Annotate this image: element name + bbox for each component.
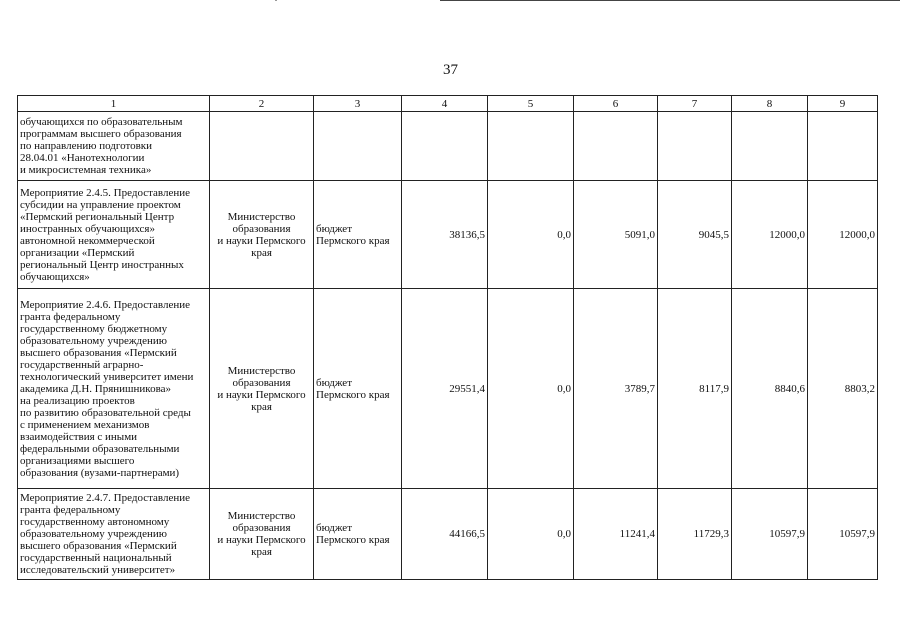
executor-cell-line: края <box>251 246 272 259</box>
executor-cell-line: Министерство <box>227 510 296 522</box>
activity-description-line: Мероприятие 2.4.7. Предоставление <box>20 492 191 504</box>
value-cell: 11241,4 <box>574 489 658 580</box>
value-cell <box>488 112 574 181</box>
activity-description-line: образования (вузами-партнерами) <box>20 466 180 479</box>
value-cell: 0,0 <box>488 181 574 289</box>
activity-description-line: высшего образования «Пермский <box>20 346 177 359</box>
funding-source-cell <box>314 289 402 489</box>
value-cell: 3789,7 <box>574 289 658 489</box>
executor-cell-line: Министерство <box>227 210 296 223</box>
activity-description-line: обучающихся по образовательным <box>20 116 183 128</box>
activity-description-line: технологический университет имени <box>20 370 194 383</box>
activity-description-line: программам высшего образования <box>20 128 182 140</box>
executor-cell-line: края <box>251 546 272 558</box>
executor-cell-line: Министерство <box>227 364 296 377</box>
value-cell: 5091,0 <box>574 181 658 289</box>
activity-description-line: образовательному учреждению <box>20 528 167 540</box>
activity-description-line: государственному автономному <box>20 516 170 528</box>
scan-top-edge-line <box>440 0 900 1</box>
activity-description-line: автономной некоммерческой <box>20 234 155 247</box>
value-cell <box>732 112 808 181</box>
value-cell: 44166,5 <box>402 489 488 580</box>
executor-cell-line: и науки Пермского <box>217 534 306 546</box>
activity-description-line: по развитию образовательной среды <box>20 406 191 419</box>
funding-source-cell <box>314 112 402 181</box>
executor-cell-line: и науки Пермского <box>217 234 306 247</box>
activity-description <box>18 181 210 289</box>
activity-description <box>18 112 210 181</box>
column-header: 4 <box>402 96 488 112</box>
activity-description-line: иностранных обучающихся» <box>20 222 155 235</box>
value-cell: 9045,5 <box>658 181 732 289</box>
funding-source-cell-line: бюджет <box>316 222 352 235</box>
activity-description-line: обучающихся» <box>20 270 90 283</box>
executor-cell-line: и науки Пермского <box>217 388 306 401</box>
column-header: 8 <box>732 96 808 112</box>
activity-description-line: на реализацию проектов <box>20 394 135 407</box>
column-header: 1 <box>18 96 210 112</box>
activity-description <box>18 289 210 489</box>
table-row <box>18 112 878 181</box>
executor-cell-line: образования <box>232 522 291 534</box>
value-cell: 12000,0 <box>732 181 808 289</box>
activity-description-line: региональный Центр иностранных <box>20 258 184 271</box>
value-cell: 12000,0 <box>808 181 878 289</box>
executor-cell-line: края <box>251 400 272 413</box>
funding-source-cell <box>314 181 402 289</box>
funding-source-cell <box>314 489 402 580</box>
value-cell: 0,0 <box>488 289 574 489</box>
budget-table <box>17 95 878 580</box>
value-cell: 8803,2 <box>808 289 878 489</box>
value-cell: 11729,3 <box>658 489 732 580</box>
value-cell <box>808 112 878 181</box>
activity-description-line: взаимодействия с иными <box>20 430 138 443</box>
executor-cell <box>210 289 314 489</box>
funding-source-cell-line: бюджет <box>316 522 352 534</box>
activity-description-line: государственный аграрно- <box>20 358 144 371</box>
funding-source-cell-line: бюджет <box>316 376 352 389</box>
column-header: 9 <box>808 96 878 112</box>
funding-source-cell-line: Пермского края <box>316 534 390 546</box>
table-row <box>18 181 878 289</box>
activity-description-line: Мероприятие 2.4.5. Предоставление <box>20 186 191 199</box>
executor-cell-line: образования <box>232 222 291 235</box>
activity-description-line: исследовательский университет» <box>20 564 176 576</box>
activity-description-line: высшего образования «Пермский <box>20 540 177 552</box>
column-header: 5 <box>488 96 574 112</box>
value-cell: 10597,9 <box>732 489 808 580</box>
table-header-row <box>18 96 878 112</box>
executor-cell <box>210 489 314 580</box>
value-cell: 10597,9 <box>808 489 878 580</box>
page-number: 37 <box>443 62 458 78</box>
activity-description-line: с применением механизмов <box>20 418 150 431</box>
value-cell <box>574 112 658 181</box>
funding-source-cell-line: Пермского края <box>316 234 390 247</box>
value-cell: 29551,4 <box>402 289 488 489</box>
value-cell <box>402 112 488 181</box>
activity-description-line: гранта федеральному <box>20 310 121 323</box>
activity-description-line: и микросистемная техника» <box>20 164 152 176</box>
activity-description-line: гранта федеральному <box>20 504 121 516</box>
executor-cell <box>210 181 314 289</box>
activity-description-line: академика Д.Н. Прянишникова» <box>20 382 172 395</box>
value-cell: 8117,9 <box>658 289 732 489</box>
executor-cell <box>210 112 314 181</box>
activity-description-line: субсидии на управление проектом <box>20 198 181 211</box>
column-header: 7 <box>658 96 732 112</box>
activity-description-line: организациями высшего <box>20 454 135 467</box>
funding-source-cell-line: Пермского края <box>316 388 390 401</box>
column-header: 6 <box>574 96 658 112</box>
activity-description-line: по направлению подготовки <box>20 140 153 152</box>
activity-description-line: Мероприятие 2.4.6. Предоставление <box>20 298 191 311</box>
value-cell: 38136,5 <box>402 181 488 289</box>
value-cell: 0,0 <box>488 489 574 580</box>
column-header: 3 <box>314 96 402 112</box>
value-cell: 8840,6 <box>732 289 808 489</box>
activity-description-line: федеральными образовательными <box>20 442 180 455</box>
table-row <box>18 489 878 580</box>
column-header: 2 <box>210 96 314 112</box>
activity-description-line: 28.04.01 «Нанотехнологии <box>20 152 145 164</box>
activity-description <box>18 489 210 580</box>
scan-mark <box>275 0 277 1</box>
executor-cell-line: образования <box>232 376 291 389</box>
table-row <box>18 289 878 489</box>
activity-description-line: «Пермский региональный Центр <box>20 210 175 223</box>
activity-description-line: государственному бюджетному <box>20 322 168 335</box>
activity-description-line: организации «Пермский <box>20 246 135 259</box>
activity-description-line: образовательному учреждению <box>20 334 167 347</box>
activity-description-line: государственный национальный <box>20 552 172 564</box>
value-cell <box>658 112 732 181</box>
